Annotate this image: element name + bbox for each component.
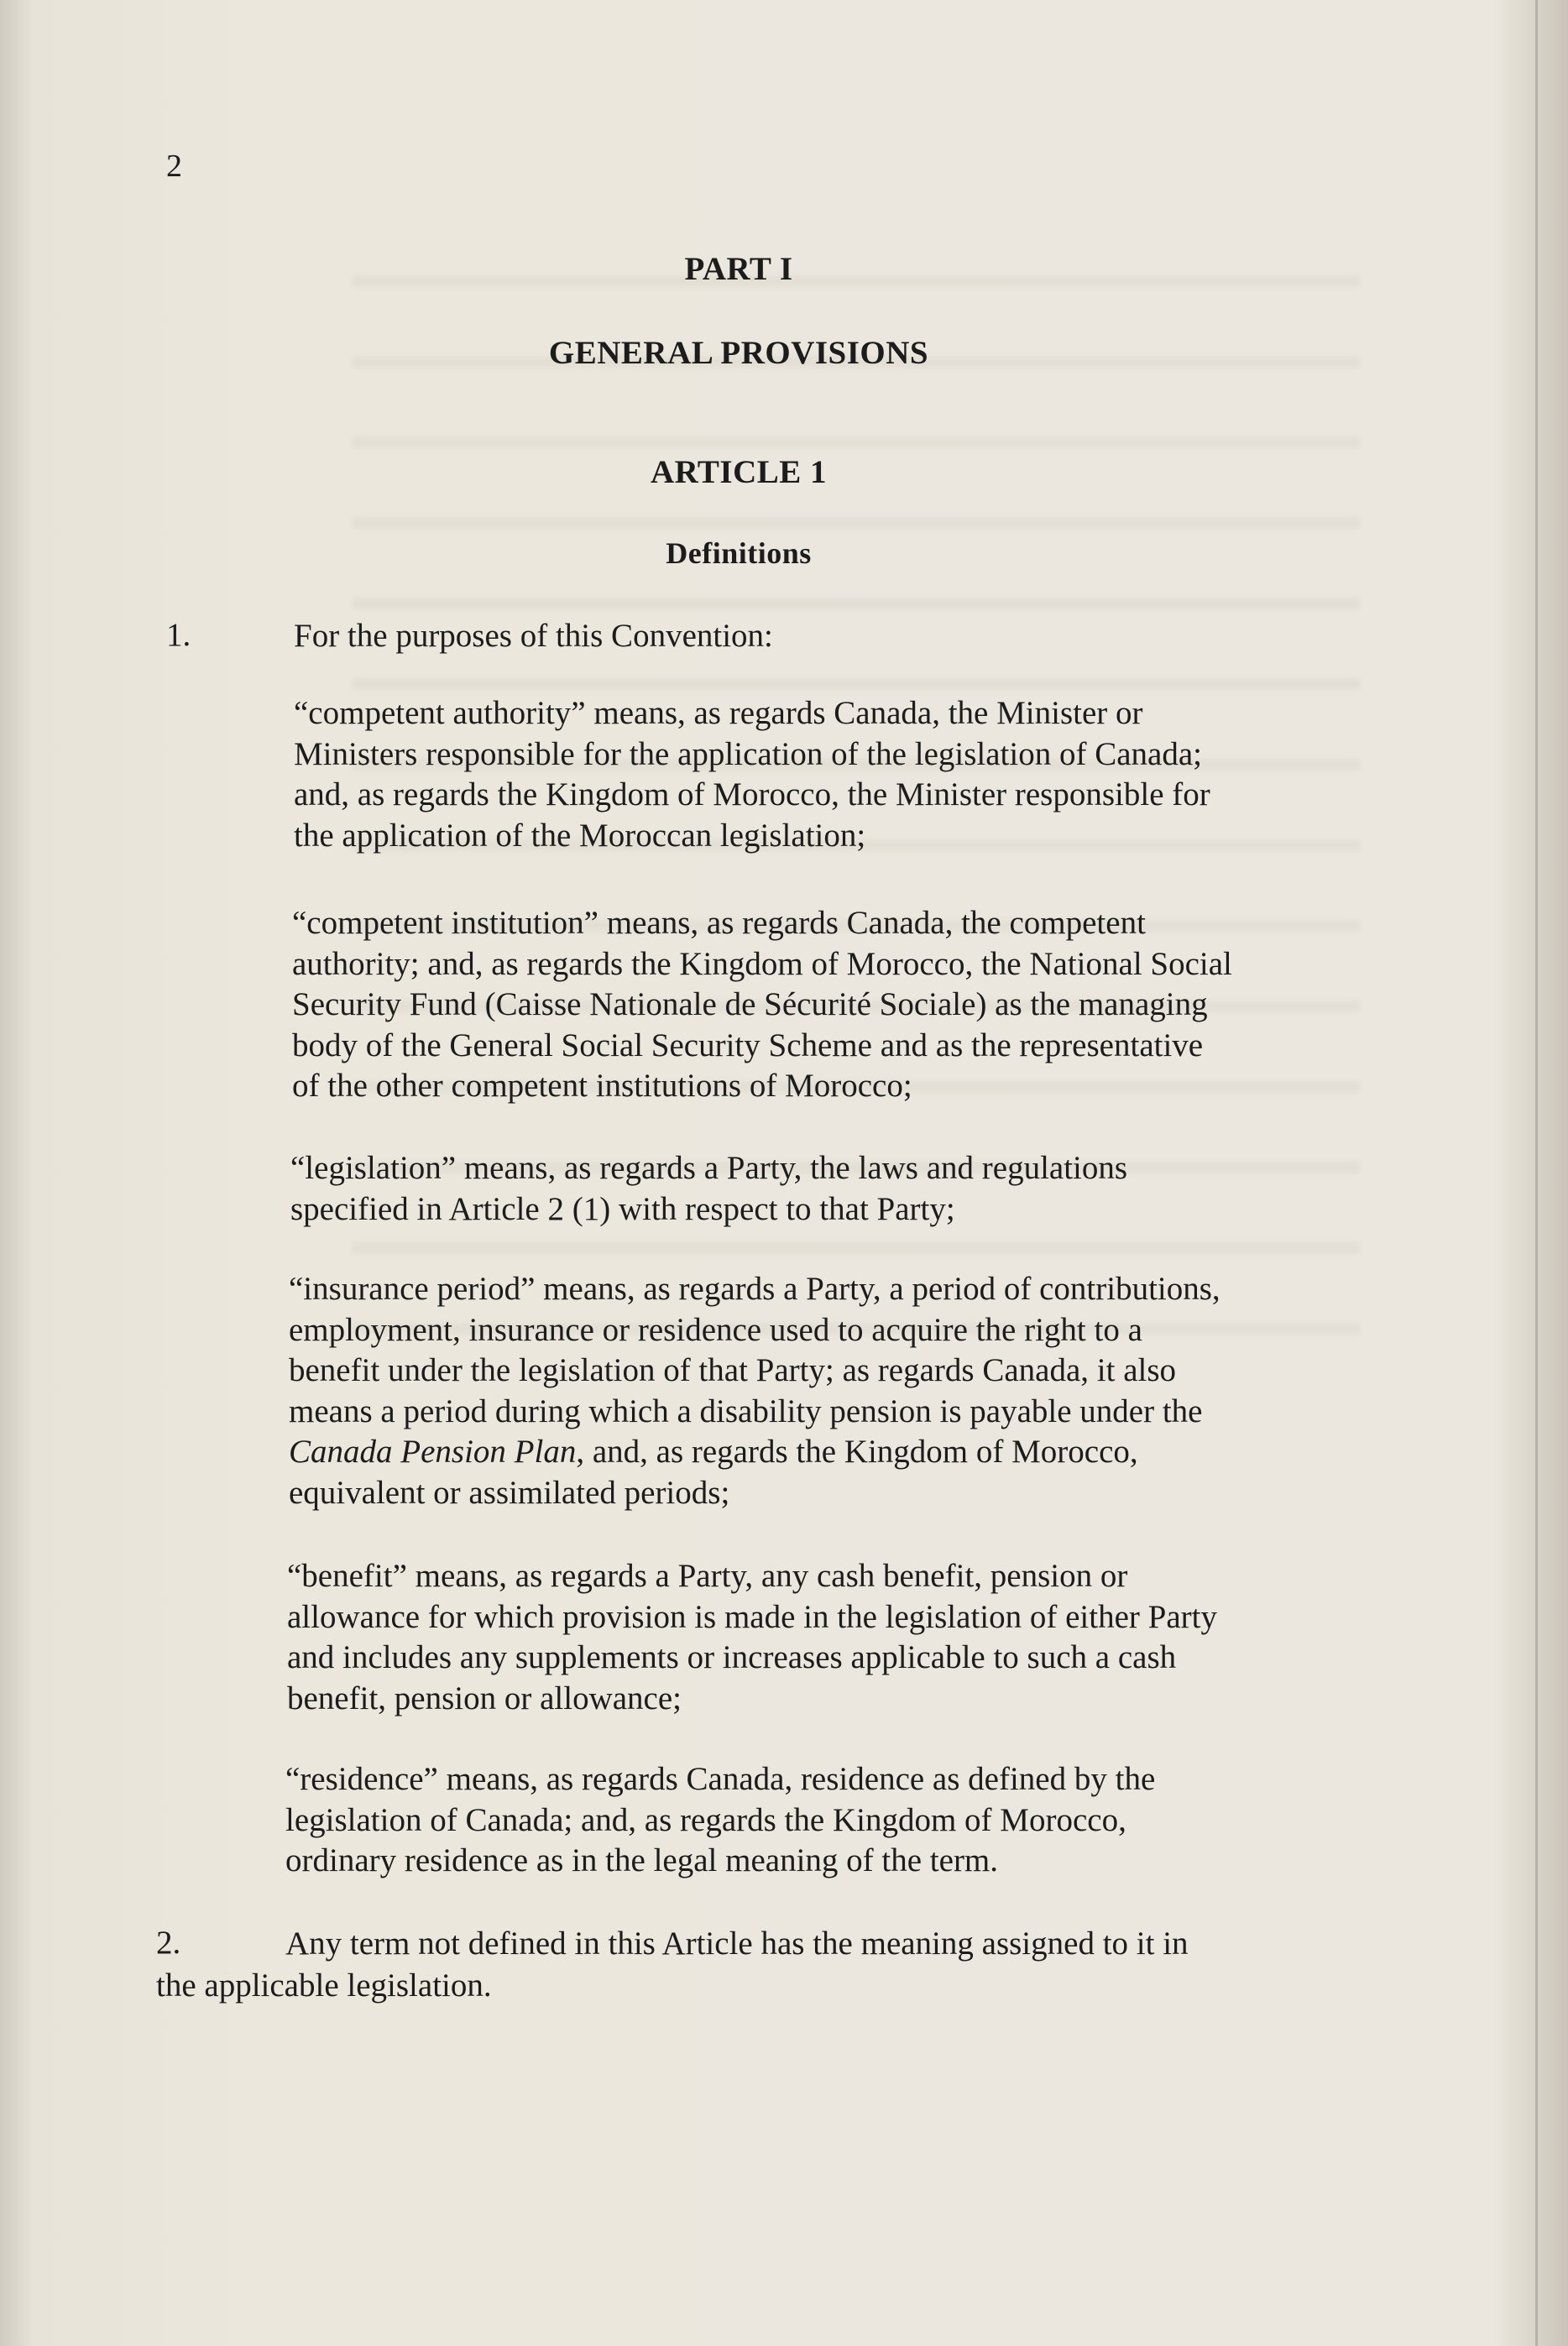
definition-line: of the other competent institutions of Morocco; (292, 1068, 912, 1104)
definition-line: equivalent or assimilated periods; (289, 1474, 730, 1511)
definition-line: Ministers responsible for the application of the legislation of Canada; (294, 735, 1202, 772)
definition-line: “legislation” means, as regards a Party, the laws and regulations (290, 1150, 1128, 1186)
definition-benefit (287, 1556, 1217, 1719)
definition-line-continuation: , and, as regards the Kingdom of Morocco, (576, 1434, 1138, 1470)
definition-line: legislation of Canada; and, as regards the Kingdom of Morocco, (285, 1801, 1126, 1838)
definition-line: employment, insurance or residence used to acquire the right to a (289, 1311, 1142, 1348)
definition-line: body of the General Social Security Scheme and as the representative (292, 1027, 1204, 1063)
definition-legislation (290, 1148, 1127, 1230)
paragraph-2-line-2: the applicable legislation. (156, 1967, 492, 2004)
definition-line: benefit under the legislation of that Party; as regards Canada, it also (289, 1352, 1177, 1388)
definition-line: the application of the Moroccan legislation; (294, 817, 866, 854)
definition-line (289, 1432, 1220, 1473)
definition-line: “residence” means, as regards Canada, residence as defined by the (285, 1761, 1156, 1797)
definition-line: means a period during which a disability pension is payable under the (289, 1392, 1203, 1429)
definition-line: “competent institution” means, as regards Canada, the competent (292, 905, 1146, 941)
italic-term-canada-pension-plan: Canada Pension Plan (289, 1434, 577, 1470)
paragraph-1-number: 1. (166, 617, 191, 653)
definition-competent-institution (292, 903, 1232, 1107)
definition-line: “competent authority” means, as regards Canada, the Minister or (294, 695, 1143, 731)
article-heading: ARTICLE 1 (650, 454, 828, 490)
part-title: GENERAL PROVISIONS (548, 335, 929, 371)
paragraph-1-intro: For the purposes of this Convention: (294, 618, 773, 654)
paragraph-2-number: 2. (156, 1925, 181, 1961)
definition-line: specified in Article 2 (1) with respect to that Party; (290, 1190, 955, 1227)
paragraph-2-line-1: Any term not defined in this Article has the meaning assigned to it in (285, 1925, 1189, 1962)
definition-competent-authority (294, 693, 1210, 856)
definition-residence (285, 1759, 1155, 1882)
definition-line: ordinary residence as in the legal meaning of the term. (285, 1842, 999, 1878)
definition-insurance-period (289, 1269, 1220, 1513)
definition-line: allowance for which provision is made in the legislation of either Party (287, 1598, 1217, 1635)
page-edge-shadow (1535, 0, 1538, 2346)
definition-line: benefit, pension or allowance; (287, 1680, 682, 1716)
definition-line: “benefit” means, as regards a Party, any cash benefit, pension or (287, 1558, 1128, 1594)
article-title: Definitions (666, 536, 812, 570)
definition-line: authority; and, as regards the Kingdom of Morocco, the National Social (292, 945, 1232, 982)
definition-line: and, as regards the Kingdom of Morocco, the Minister responsible for (294, 776, 1210, 812)
definition-line: “insurance period” means, as regards a Party, a period of contributions, (289, 1271, 1220, 1307)
page-number: 2 (166, 149, 182, 184)
definition-line: and includes any supplements or increases applicable to such a cash (287, 1639, 1177, 1675)
part-heading: PART I (684, 251, 793, 287)
definition-line: Security Fund (Caisse Nationale de Sécurité Sociale) as the managing (292, 986, 1208, 1022)
